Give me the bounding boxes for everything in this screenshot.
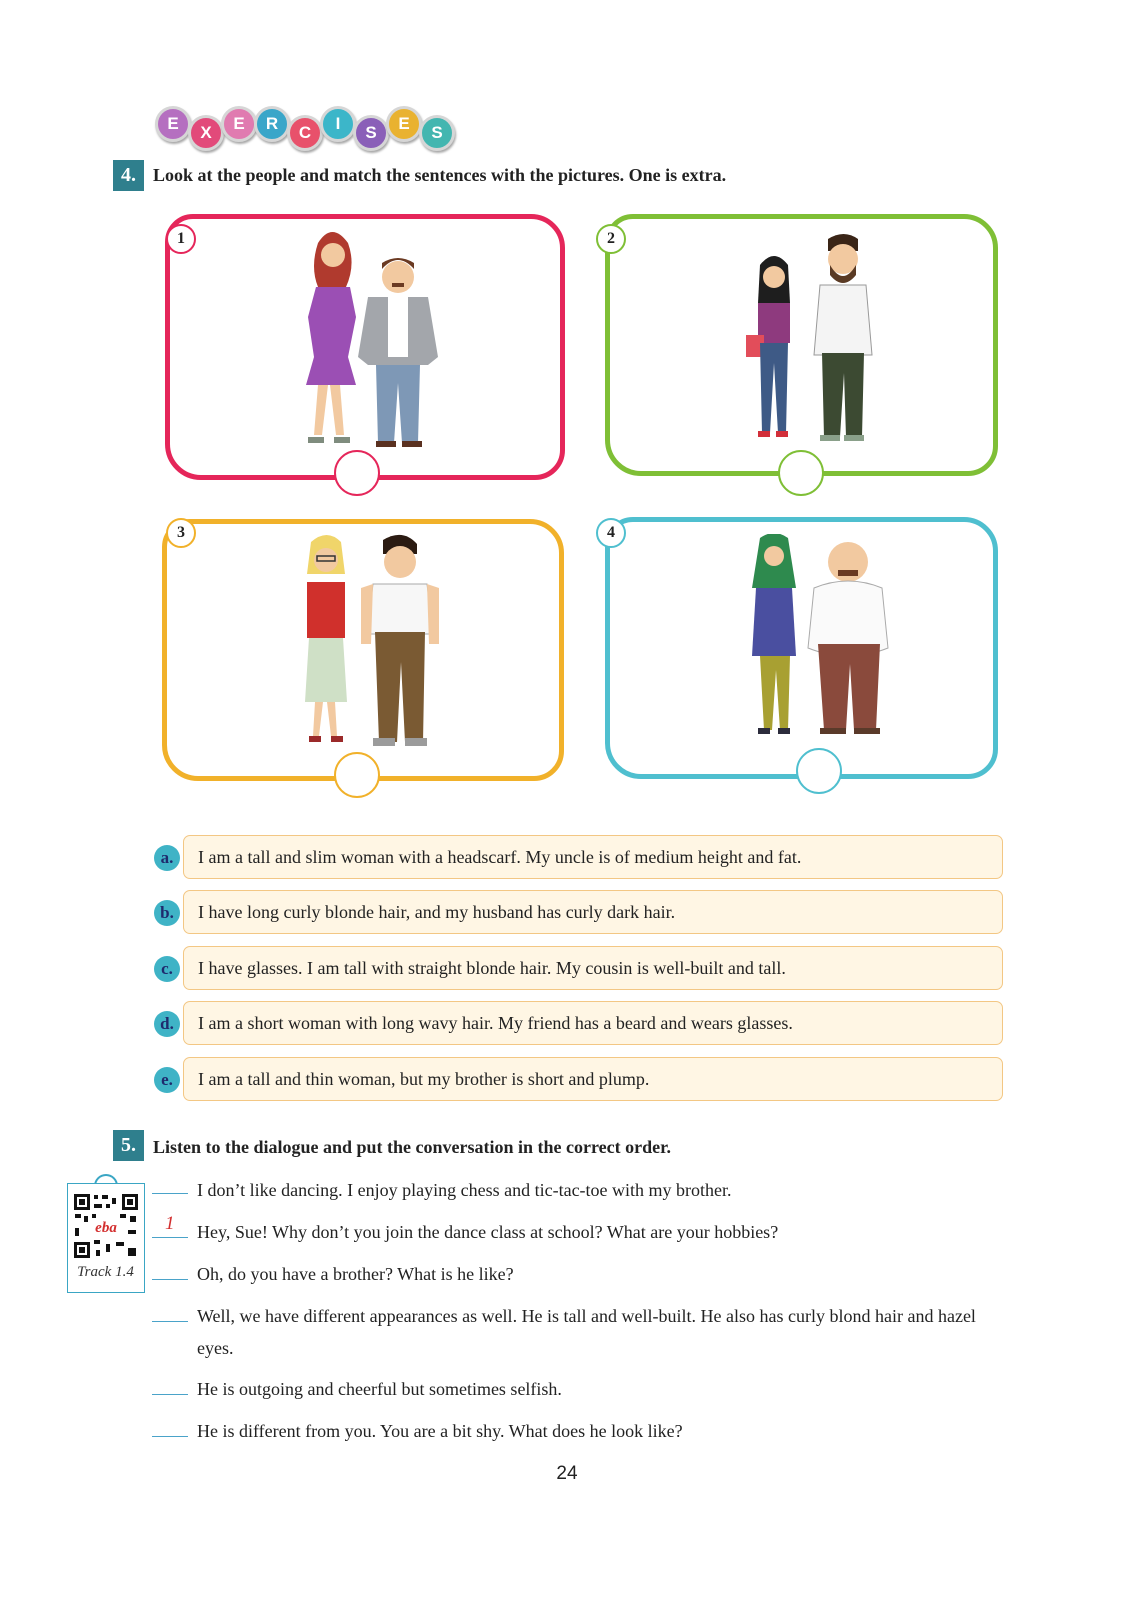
page-number: 24	[556, 1463, 578, 1484]
answer-circle-4[interactable]	[796, 748, 842, 794]
exercise-number: 5.	[113, 1130, 144, 1161]
logo-letter: S	[353, 115, 389, 151]
dialogue-line: Hey, Sue! Why don’t you join the dance class at school? What are your hobbies?	[197, 1222, 779, 1242]
sentence-letter: b.	[154, 900, 180, 926]
sentence-text: I am a tall and thin woman, but my brother is short and plump.	[198, 1068, 650, 1089]
qr-logo-text: eba	[95, 1220, 117, 1236]
picture-frame-1	[165, 214, 565, 480]
picture-frame-3	[162, 519, 564, 781]
track-label: Track 1.4	[77, 1264, 134, 1280]
answer-blank[interactable]	[152, 1193, 188, 1194]
answer-blank[interactable]	[152, 1237, 188, 1238]
sentence-box[interactable]	[183, 890, 1003, 934]
picture-number-2: 2	[596, 224, 626, 254]
logo-letter: I	[320, 106, 356, 142]
exercise-instruction: Listen to the dialogue and put the conversation in the correct order.	[153, 1137, 671, 1157]
logo-letter: S	[419, 115, 455, 151]
couple-illustration	[750, 534, 910, 749]
dialogue-line: Oh, do you have a brother? What is he like?	[197, 1264, 514, 1284]
sentence-letter: a.	[154, 845, 180, 871]
picture-frame-2	[605, 214, 998, 476]
sentence-text: I am a tall and slim woman with a headscarf. My uncle is of medium height and fat.	[198, 846, 802, 867]
sentence-text: I have glasses. I am tall with straight blonde hair. My cousin is well-built and tall.	[198, 957, 786, 978]
exercise-number: 4.	[113, 160, 144, 191]
answer-circle-2[interactable]	[778, 450, 824, 496]
answer-blank[interactable]	[152, 1321, 188, 1322]
answer-blank[interactable]	[152, 1394, 188, 1395]
answer-blank[interactable]	[152, 1279, 188, 1280]
logo-letter: E	[221, 106, 257, 142]
sentence-letter: d.	[154, 1011, 180, 1037]
answer-circle-1[interactable]	[334, 450, 380, 496]
qr-code-box[interactable]	[67, 1183, 145, 1293]
dialogue-line: Well, we have different appearances as well. He is tall and well-built. He also has curly blond hair and hazel eyes.	[197, 1306, 976, 1358]
picture-number-1: 1	[166, 224, 196, 254]
dialogue-line: He is different from you. You are a bit shy. What does he look like?	[197, 1421, 683, 1441]
logo-letter: C	[287, 115, 323, 151]
picture-frame-4	[605, 517, 998, 779]
sentence-box[interactable]	[183, 835, 1003, 879]
sentence-box[interactable]	[183, 1001, 1003, 1045]
picture-number-3: 3	[166, 518, 196, 548]
answer-circle-3[interactable]	[334, 752, 380, 798]
exercise-instruction: Look at the people and match the sentences with the pictures. One is extra.	[153, 165, 727, 185]
sentence-box[interactable]	[183, 1057, 1003, 1101]
logo-letter: X	[188, 115, 224, 151]
qr-code-icon	[72, 1192, 140, 1260]
dialogue-line: He is outgoing and cheerful but sometimes selfish.	[197, 1379, 562, 1399]
sentence-text: I have long curly blonde hair, and my husband has curly dark hair.	[198, 901, 676, 922]
answer-blank[interactable]	[152, 1436, 188, 1437]
sentence-letter: c.	[154, 956, 180, 982]
logo-letter: R	[254, 106, 290, 142]
answer-value: 1	[165, 1213, 175, 1234]
logo-letter: E	[386, 106, 422, 142]
couple-illustration	[288, 225, 463, 457]
sentence-box[interactable]	[183, 946, 1003, 990]
couple-illustration	[738, 225, 878, 457]
picture-number-4: 4	[596, 518, 626, 548]
logo-letter: E	[155, 106, 191, 142]
dialogue-line: I don’t like dancing. I enjoy playing chess and tic-tac-toe with my brother.	[197, 1180, 732, 1200]
couple-illustration	[297, 532, 452, 757]
exercises-logo	[155, 100, 452, 148]
sentence-text: I am a short woman with long wavy hair. My friend has a beard and wears glasses.	[198, 1012, 793, 1033]
sentence-letter: e.	[154, 1067, 180, 1093]
